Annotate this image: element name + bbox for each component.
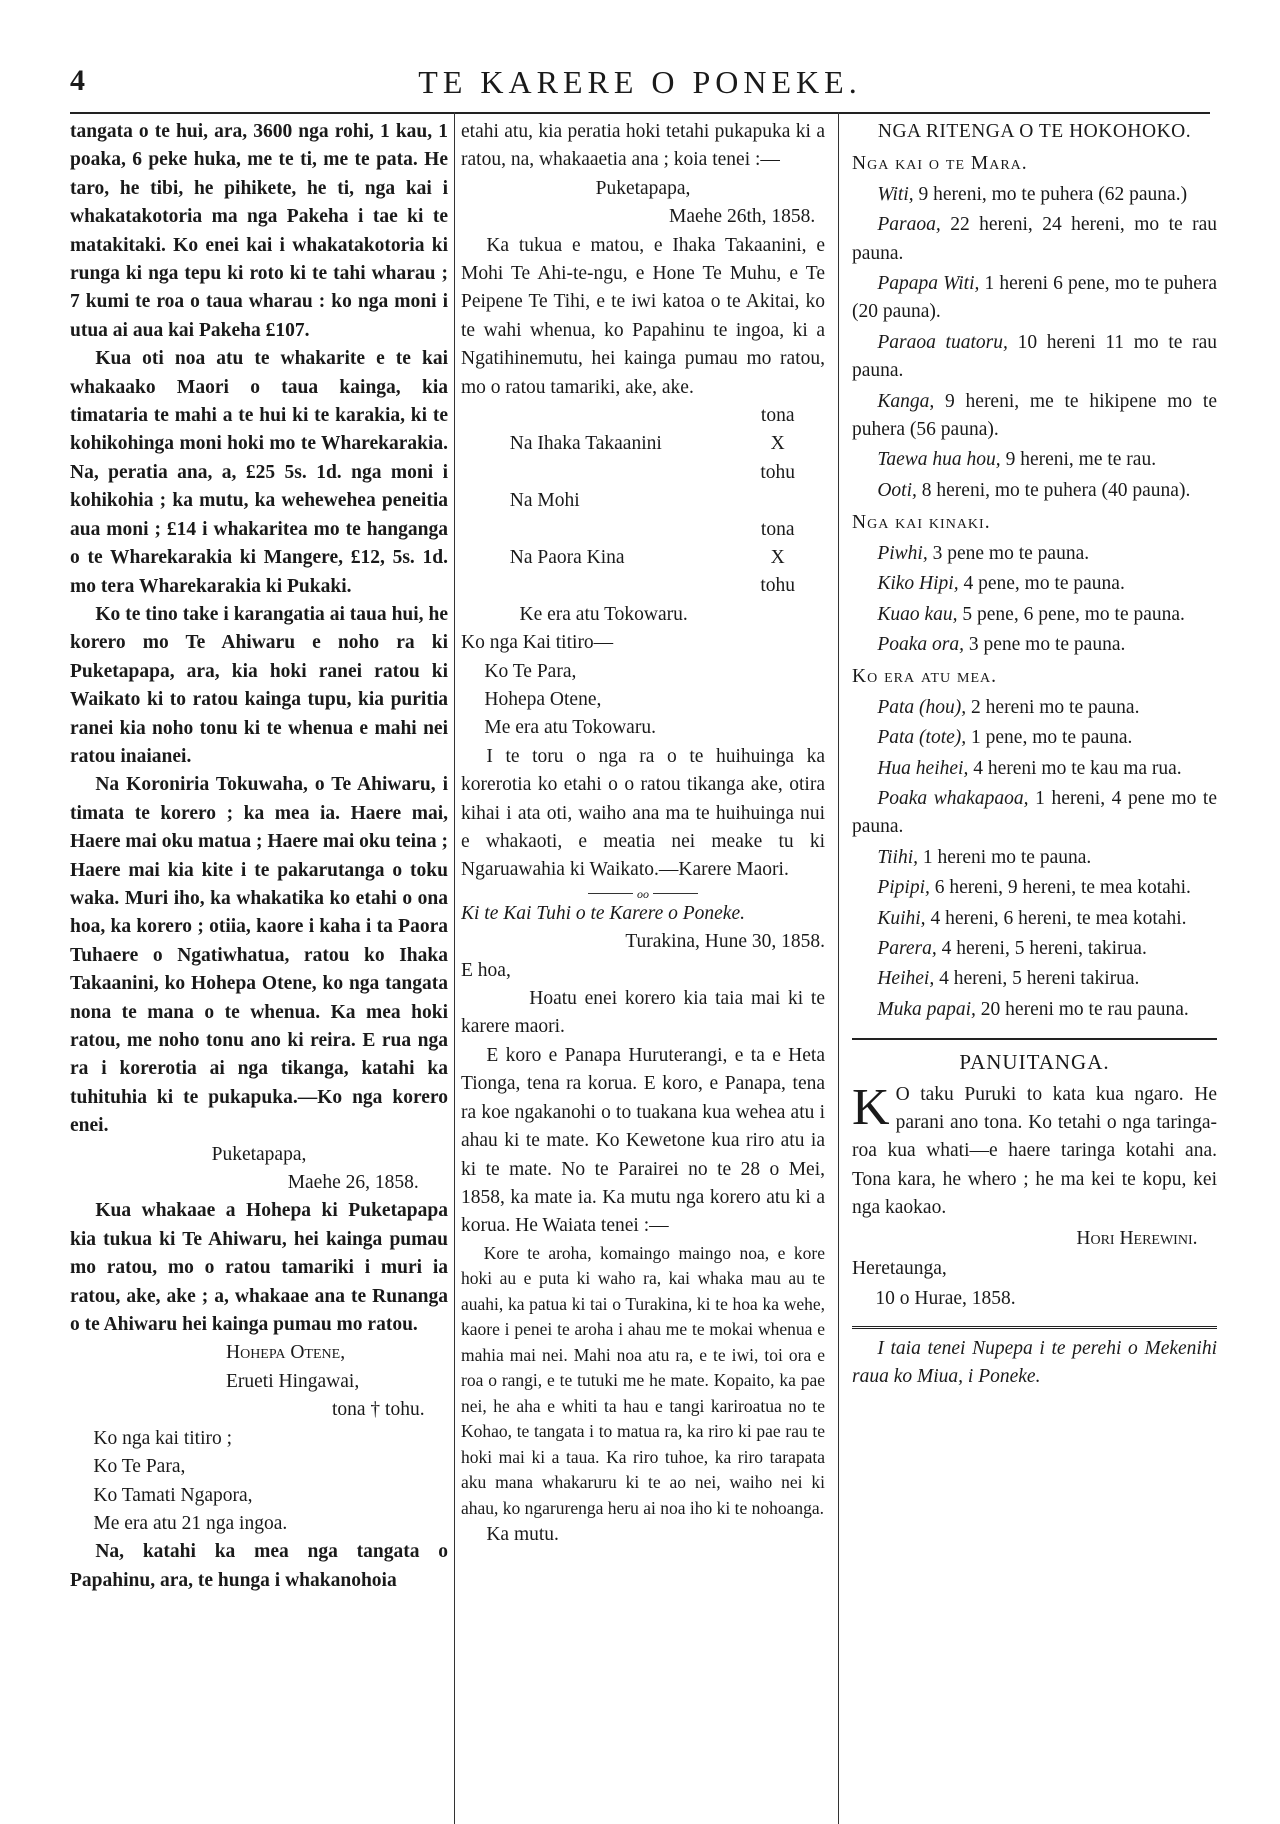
price-item	[852, 631, 1217, 659]
item-name: Kanga,	[877, 390, 935, 412]
signer-row	[461, 487, 825, 515]
paragraph: Kua oti noa atu te whakarite e te kai whakaako Maori o taua kainga, kia timataria te mahi a te hui ki te karakia, ki te kohikohinga moni hoki mo te Wharekarakia. Na, peratia ana, a, £25 5s. 1d. nga moni i kohikohia ; ka mutu, ka wehewehea peneitia aua moni ; £14 i whakaritea mo te hanganga o te Wharekarakia ki Mangere, £12, 5s. 1d. mo tera Wharekarakia ki Pukaki.	[70, 348, 448, 597]
paragraph: Kua whakaae a Hohepa ki Puketapapa kia tukua ki Te Ahiwaru, hei kainga pumau mo ratou, mo o ratou tamariki i muri ia ratou, ake, ake ; a, whakaae ana te Runanga o te Ahiwaru hei kainga pumau mo ratou.	[70, 1200, 448, 1336]
mark-top: tona	[760, 518, 795, 540]
item-name: Kuao kau,	[877, 603, 958, 625]
item-name: Hua heihei,	[877, 757, 969, 779]
section-heading: Nga kai kinaki.	[852, 512, 991, 534]
witness-line: Ko nga Kai titiro—	[461, 632, 614, 654]
price-item	[852, 905, 1217, 933]
item-name: Witi,	[877, 183, 914, 205]
price-item	[852, 935, 1217, 963]
price-item	[852, 388, 1217, 445]
price-list	[852, 181, 1217, 505]
signer-name: Na Ihaka Takaanini	[509, 433, 662, 455]
price-item	[852, 724, 1217, 752]
dateline-date: Maehe 26th, 1858.	[669, 206, 816, 228]
paragraph: etahi atu, kia peratia hoki tetahi pukapuka ki a ratou, na, whakaaetia ana ; koia tenei :—	[461, 121, 825, 171]
column-1	[70, 118, 448, 1824]
item-name: Paraoa,	[877, 214, 941, 236]
item-name: Muka papai,	[877, 998, 976, 1020]
page-number: 4	[70, 64, 85, 97]
notice-title: PANUITANGA.	[959, 1050, 1110, 1075]
item-price: 20 hereni mo te rau pauna.	[980, 998, 1189, 1020]
price-item	[852, 601, 1217, 629]
item-price: 3 pene mo te pauna.	[968, 633, 1126, 655]
signer-row	[461, 572, 825, 600]
witness-line: Me era atu Tokowaru.	[484, 717, 656, 739]
signer-row	[461, 402, 825, 430]
witness-line: Me era atu 21 nga ingoa.	[93, 1512, 288, 1534]
price-item	[852, 211, 1217, 268]
header-rule	[70, 112, 1210, 114]
item-name: Kiko Hipi,	[877, 573, 959, 595]
item-price: 4 hereni mo te kau ma rua.	[973, 757, 1182, 779]
item-price: 4 hereni, 5 hereni takirua.	[939, 968, 1140, 990]
item-name: Heihei,	[877, 968, 935, 990]
notice-signer: Hori Herewini.	[1076, 1227, 1198, 1249]
price-item	[852, 477, 1217, 505]
letter-heading: Ki te Kai Tuhi o te Karere o Poneke.	[461, 902, 745, 924]
item-price: 3 pene mo te pauna.	[932, 542, 1090, 564]
notice-body: O taku Puruki to kata kua ngaro. He parani ano tona. Ko tetahi o nga taringa-roa kua whati—e haere taringa kotahi ana. Tona kara, he whero ; he ma kei te kopu, kei nga kaokao.	[852, 1083, 1217, 1219]
closing: Ka mutu.	[486, 1524, 559, 1546]
paragraph: Na, katahi ka mea nga tangata o Papahinu, ara, te hunga i whakanohoia	[70, 1541, 448, 1591]
signer-name: Na Mohi	[509, 490, 580, 512]
signature: Erueti Hingawai,	[226, 1370, 360, 1392]
price-item	[852, 181, 1217, 209]
witness-line: Ko Tamati Ngapora,	[93, 1484, 253, 1506]
dateline-place: Puketapapa,	[595, 177, 691, 199]
signature-mark: tona † tohu.	[331, 1399, 425, 1421]
paragraph: Hoatu enei korero kia taia mai ki te karere maori.	[461, 988, 825, 1038]
item-name: Pata (tote),	[877, 727, 967, 749]
item-name: Tiihi,	[877, 846, 918, 868]
page-header	[70, 64, 1210, 110]
item-price: 1 pene, mo te pauna.	[971, 727, 1133, 749]
item-price: 9 hereni, mo te puhera (62 pauna.)	[918, 183, 1188, 205]
column-2	[461, 118, 825, 1824]
mark-x: X	[770, 433, 785, 455]
item-price: 8 hereni, mo te puhera (40 pauna).	[921, 479, 1191, 501]
item-name: Poaka whakapaoa,	[877, 787, 1029, 809]
price-item	[852, 844, 1217, 872]
price-item	[852, 965, 1217, 993]
letter-greeting: E hoa,	[461, 959, 511, 981]
item-name: Ooti,	[877, 479, 917, 501]
price-item	[852, 540, 1217, 568]
market-title: NGA RITENGA O TE HOKOHOKO.	[877, 121, 1192, 142]
item-name: Paraoa tuatoru,	[877, 331, 1008, 353]
notice-place: Heretaunga,	[852, 1258, 947, 1280]
masthead-title: TE KARERE O PONEKE.	[418, 64, 862, 100]
section-rule	[852, 1326, 1217, 1329]
item-name: Papapa Witi,	[877, 273, 980, 295]
paragraph: Ka tukua e matou, e Ihaka Takaanini, e Mohi Te Ahi-te-ngu, e Hone Te Muhu, e Te Peipene Te Tihi, e te iwi katoa o te Akitai, ko te wahi whenua, ko Papahinu te ingoa, ki a Ngatihinemutu, hei kainga pumau mo ratou, mo o ratou tamariki, ake, ake.	[461, 234, 825, 398]
section-heading: Ko era atu mea.	[852, 666, 998, 688]
item-price: 9 hereni, me te rau.	[1005, 449, 1157, 471]
price-item	[852, 329, 1217, 386]
signer-row	[461, 430, 825, 458]
mark-bottom: tohu	[760, 575, 796, 597]
printer-note: I taia tenei Nupepa i te perehi o Mekenihi raua ko Miua, i Poneke.	[852, 1337, 1217, 1388]
price-item	[852, 996, 1217, 1024]
section-heading: Nga kai o te Mara.	[852, 153, 1028, 175]
mark-bottom: tohu	[760, 461, 796, 483]
item-name: Piwhi,	[877, 542, 928, 564]
column-divider	[838, 112, 839, 1824]
column-3	[852, 118, 1217, 1824]
signer-name: Na Paora Kina	[509, 547, 625, 569]
witness-line: Ko nga kai titiro ;	[93, 1427, 233, 1449]
item-price: 4 hereni, 6 hereni, te mea kotahi.	[930, 907, 1187, 929]
mark-x: X	[770, 547, 785, 569]
paragraph: Ko te tino take i karangatia ai taua hui, he korero mo Te Ahiwaru e noho ra ki Puketapapa, ara, kia hoki ranei ratou ki Waikato ki to ratou kainga tupu, kia puritia ranei kia noho tonu ki te whenua e mahi nei ratou inaianei.	[70, 603, 448, 767]
item-price: 9 hereni, me te hikipene mo te puhera (56 pauna).	[852, 390, 1217, 441]
item-name: Poaka ora,	[877, 633, 964, 655]
price-item	[852, 270, 1217, 327]
item-name: Kuihi,	[877, 907, 926, 929]
item-price: 6 hereni, 9 hereni, te mea kotahi.	[934, 877, 1191, 899]
signer-row	[461, 459, 825, 487]
song-text: Kore te aroha, komaingo maingo noa, e kore hoki au e puta ki waho ra, kai whaka mau au te auahi, ka patua ki tai o Turakina, ki te hoa ka wehe, kaore i penei te aroha i ahau me te mokai whenua e mahia mai nei. Mahi noa atu ra, e te iwi, toi ora e roa o rangi, e te tutuki me he mate. Kopaito, ka pae nei, he aha e whiti ta hau e tangi kariroatua no te Kohao, te tangata i to matua ra, ka riro ki pae rau te hoki mai ki a taua. Ka riro tuhoe, ka riro tarapata aku mana whakaruru ki te ao nei, waiho nei ki ahau, ko ngarurenga heru ai noa iho ki te nohoanga.	[461, 1242, 825, 1518]
divider-ornament: oo	[633, 887, 653, 901]
item-price: 1 hereni, 4 pene mo te pauna.	[852, 787, 1217, 838]
price-list	[852, 540, 1217, 660]
item-name: Parera,	[877, 937, 937, 959]
price-item	[852, 874, 1217, 902]
paragraph: I te toru o nga ra o te huihuinga ka korerotia ko etahi o o ratou tikanga ake, otira kihai i ata oti, waiho ana ma te huihuinga nui e whakaoti, e meatia nei meake tu ki Ngaruawahia ki Waikato.—Karere Maori.	[461, 745, 825, 881]
item-price: 22 hereni, 24 hereni, mo te rau pauna.	[852, 214, 1217, 264]
signature: Hohepa Otene,	[226, 1342, 346, 1364]
item-price: 5 pene, 6 pene, mo te pauna.	[962, 603, 1185, 625]
signer-row	[461, 544, 825, 572]
price-item	[852, 755, 1217, 783]
price-item	[852, 446, 1217, 474]
price-item	[852, 694, 1217, 722]
drop-cap: K	[852, 1078, 890, 1136]
price-item	[852, 785, 1217, 842]
item-name: Pata (hou),	[877, 696, 967, 718]
item-price: 10 hereni 11 mo te rau pauna.	[852, 331, 1217, 382]
others-line: Ke era atu Tokowaru.	[519, 603, 688, 625]
item-price: 4 hereni, 5 hereni, takirua.	[941, 937, 1147, 959]
witness-line: Hohepa Otene,	[484, 689, 602, 711]
price-list	[852, 694, 1217, 1024]
item-price: 4 pene, mo te pauna.	[963, 573, 1125, 595]
dateline-date: Maehe 26, 1858.	[287, 1172, 419, 1194]
item-price: 2 hereni mo te pauna.	[971, 696, 1140, 718]
item-name: Taewa hua hou,	[877, 449, 1001, 471]
notice-date: 10 o Hurae, 1858.	[875, 1288, 1016, 1310]
witness-line: Ko Te Para,	[484, 660, 577, 682]
item-name: Pipipi,	[877, 877, 930, 899]
item-price: 1 hereni 6 pene, mo te puhera (20 pauna).	[852, 273, 1217, 323]
section-rule	[852, 1038, 1217, 1040]
signer-row	[461, 516, 825, 544]
paragraph: E koro e Panapa Huruterangi, e ta e Heta Tionga, tena ra korua. E koro, e Panapa, tena ra koe ngakanohi o to tuakana kua wehea atu i ahau ki te mate. Ko Kewetone kua riro atu ia ki te mate. No te Parairei no te 28 o Mei, 1858, ka mate ia. Ka mutu nga korero atu ki a korua. He Waiata tenei :—	[461, 1044, 825, 1237]
price-item	[852, 570, 1217, 598]
item-price: 1 hereni mo te pauna.	[922, 846, 1092, 868]
dateline-place: Puketapapa,	[211, 1143, 307, 1165]
section-divider	[588, 886, 698, 901]
column-divider	[454, 112, 455, 1824]
paragraph: Na Koroniria Tokuwaha, o Te Ahiwaru, i timata te korero ; ka mea ia. Haere mai, Haere mai oku matua ; Haere mai oku teina ; Haere mai kia kite i te pakarutanga o toku waka. Muri iho, ka whakatika ko etahi o ona hoa, ka korero ; otiia, kaore i kaha i ta Paora Tuhaere o Ngatiwhatua, ratou ko Ihaka Takaanini, ko Hohepa Otene, ko nga tangata nona te mana o te whenua. Ka mea hoki ratou, me noho tonu ano ki reira. E rua nga ra i korerotia ai nga tikanga, katahi ka tuhituhia ki te pukapuka.—Ko nga korero enei.	[70, 774, 448, 1137]
letter-dateline: Turakina, Hune 30, 1858.	[625, 931, 825, 953]
paragraph: tangata o te hui, ara, 3600 nga rohi, 1 kau, 1 poaka, 6 peke huka, me te ti, me te pata. He taro, he tibi, he pihikete, he ti, nga kai i whakatakotoria ma nga Pakeha i tae ki te matakitaki. Ko enei kai i whakatakotoria ki runga ki nga tepu ki roto ki te tahi wharau ; 7 kumi te roa o taua wharau : ko nga moni i utua ai aua kai Pakeha £107.	[70, 121, 448, 341]
witness-line: Ko Te Para,	[93, 1456, 186, 1478]
mark-top: tona	[760, 405, 795, 427]
